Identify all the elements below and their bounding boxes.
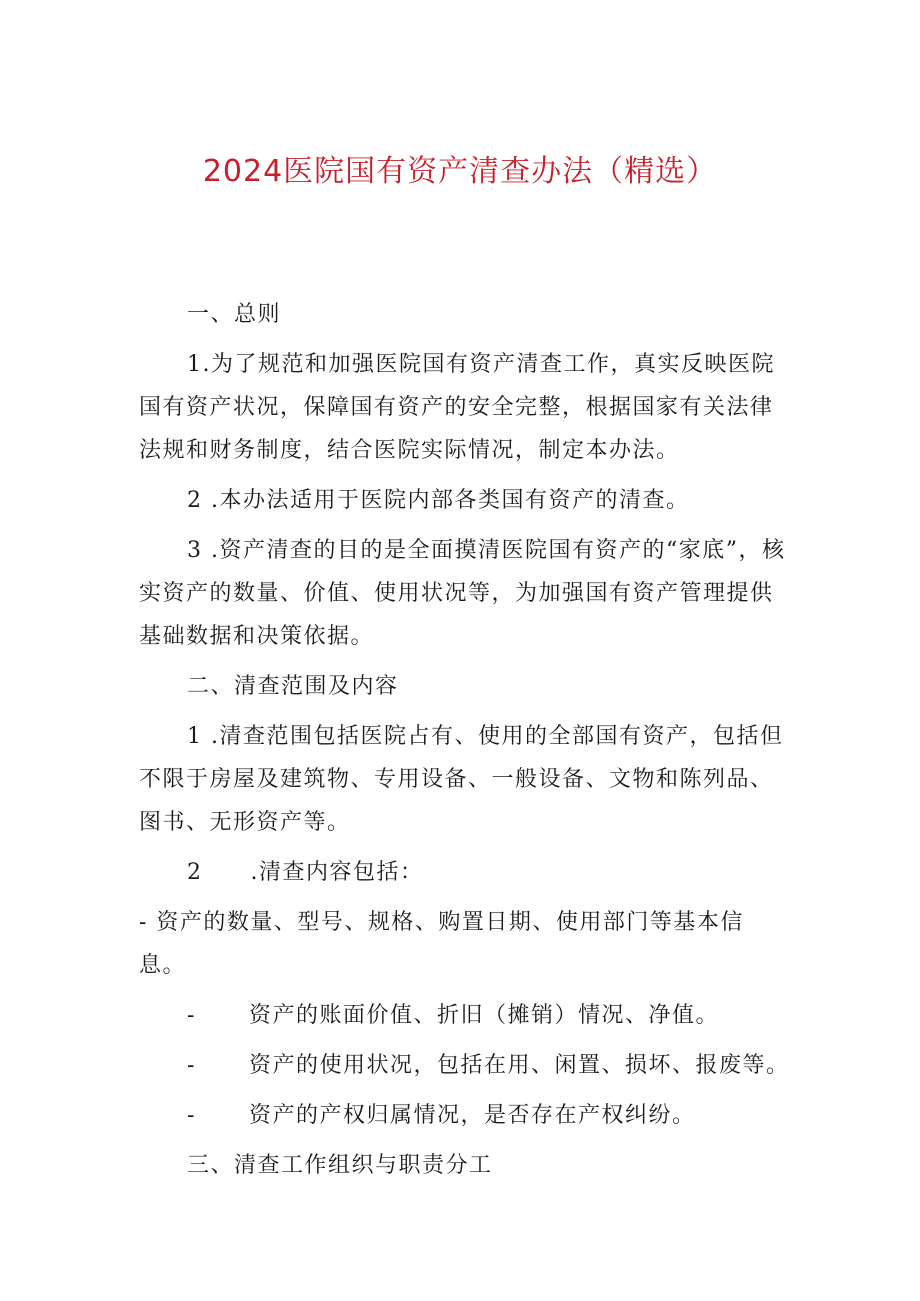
document-body bbox=[139, 293, 790, 1194]
scope-paragraph-2 bbox=[139, 851, 787, 894]
scope-item-number: 2 bbox=[187, 860, 203, 885]
content-bullet-book-value bbox=[139, 994, 787, 1037]
section-heading-general: 一、总则 bbox=[187, 302, 282, 327]
bullet-dash: - bbox=[187, 1103, 196, 1128]
bullet-text: 资产的账面价值、折旧（摊销）情况、净值。 bbox=[249, 1003, 720, 1028]
scope-item-text: .清查内容包括： bbox=[250, 860, 424, 885]
bullet-text: 资产的产权归属情况，是否存在产权纠纷。 bbox=[249, 1103, 696, 1128]
section-heading-organization: 三、清查工作组织与职责分工 bbox=[187, 1153, 493, 1178]
bullet-dash: - bbox=[187, 1003, 196, 1028]
general-paragraph-2: 2 .本办法适用于医院内部各类国有资产的清查。 bbox=[187, 488, 690, 513]
bullet-text: 资产的使用状况，包括在用、闲置、损坏、报废等。 bbox=[249, 1053, 790, 1078]
content-bullet-usage-status bbox=[139, 1044, 790, 1087]
scope-paragraph-1: 1 .清查范围包括医院占有、使用的全部国有资产，包括但不限于房屋及建筑物、专用设备、一般设备、文物和陈列品、图书、无形资产等。 bbox=[139, 724, 784, 835]
section-heading-scope: 二、清查范围及内容 bbox=[187, 674, 399, 699]
document-title: 2024医院国有资产清查办法（精选） bbox=[202, 154, 718, 189]
content-bullet-ownership bbox=[139, 1094, 787, 1137]
bullet-dash: - bbox=[187, 1053, 196, 1078]
content-bullet-basic-info: - 资产的数量、型号、规格、购置日期、使用部门等基本信息。 bbox=[139, 910, 744, 978]
general-paragraph-3: 3 .资产清查的目的是全面摸清医院国有资产的“家底”，核实资产的数量、价值、使用状况等，为加强国有资产管理提供基础数据和决策依据。 bbox=[139, 538, 786, 649]
general-paragraph-1: 1.为了规范和加强医院国有资产清查工作，真实反映医院国有资产状况，保障国有资产的安全完整，根据国家有关法律法规和财务制度，结合医院实际情况，制定本办法。 bbox=[139, 352, 775, 463]
